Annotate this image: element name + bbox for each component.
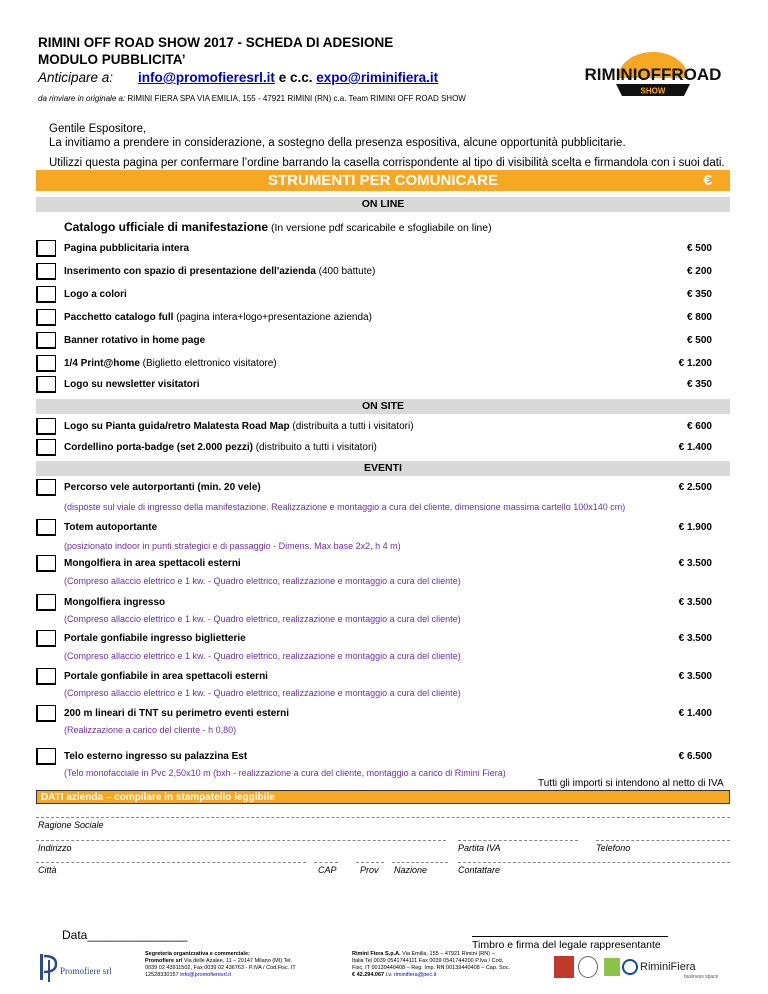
option-note: (disposte sul viale di ingresso della manifestazione. Realizzazione e montaggio a cura del cliente, dimensione massima cartello 100x140 cm) xyxy=(64,502,626,512)
option-checkbox[interactable] xyxy=(36,355,56,372)
logo-sub-text: SHOW xyxy=(640,86,666,96)
option-note: (posizionato indoor in punti strategici e di passaggio - Dimens. Max base 2x2, h 4 m) xyxy=(64,541,401,551)
ragione-sociale-label: Ragione Sociale xyxy=(38,820,104,830)
riminifiera-logo-text: RiminiFiera xyxy=(640,961,696,973)
option-row: Logo su Pianta guida/retro Malatesta Road Map (distribuita a tutti i visitatori) € 600 xyxy=(36,418,730,438)
section-onsite: ON SITE xyxy=(36,399,730,414)
title-line-2: MODULO PUBBLICITA’ xyxy=(38,52,186,67)
option-row: Pacchetto catalogo full (pagina intera+logo+presentazione azienda) € 800 xyxy=(36,309,730,329)
anticipare-label: Anticipare a: xyxy=(38,70,114,85)
option-note: (Telo monofacciale in Pvc 2,50x10 m (bxh - realizzazione a cura del cliente, montaggio a carico di Rimini Fiera) xyxy=(64,768,506,778)
option-row: Banner rotativo in home page € 500 xyxy=(36,332,730,352)
option-price: € 3.500 xyxy=(678,558,712,569)
option-price: € 350 xyxy=(686,289,712,300)
option-row: Percorso vele autorportanti (min. 20 vele) € 2.500 xyxy=(36,479,730,499)
indirizzo-field[interactable] xyxy=(36,840,446,841)
option-price: € 500 xyxy=(686,243,712,254)
form-title xyxy=(38,34,393,68)
option-note: (Realizzazione a carico del cliente - h 0,80) xyxy=(64,725,237,735)
option-price: € 600 xyxy=(686,421,712,432)
option-checkbox[interactable] xyxy=(36,332,56,349)
option-price: € 200 xyxy=(686,266,712,277)
option-checkbox[interactable] xyxy=(36,439,56,456)
prov-label: Prov xyxy=(360,865,379,875)
option-row: Logo su newsletter visitatori € 350 xyxy=(36,376,730,396)
indirizzo-label: Indirizzo xyxy=(38,843,72,853)
option-checkbox[interactable] xyxy=(36,519,56,536)
nazione-field[interactable] xyxy=(392,862,448,863)
anticipare-line xyxy=(38,70,438,85)
title-line-1: RIMINI OFF ROAD SHOW 2017 - SCHEDA DI ADESIONE xyxy=(38,35,394,50)
email-join: e c.c. xyxy=(274,70,317,85)
intro-line-2: Utilizzi questa pagina per confermare l’ordine barrando la casella corrispondente al tipo di visibilità scelta e firmandola con i suoi dati. xyxy=(49,157,725,169)
option-note: (Compreso allaccio elettrico e 1 kw. - Quadro elettrico, realizzazione e montaggio a cura del cliente) xyxy=(64,688,461,698)
riminifiera-logo xyxy=(604,956,728,980)
email-riminifiera-link[interactable]: expo@riminifiera.it xyxy=(316,70,439,85)
dati-azienda-bar: DATI azienda – compilare in stampatello leggibile xyxy=(36,790,730,804)
strumenti-banner xyxy=(36,170,730,191)
option-price: € 3.500 xyxy=(678,633,712,644)
citta-field[interactable] xyxy=(36,862,306,863)
signature-line[interactable]: Timbro e firma del legale rappresentante xyxy=(472,936,668,951)
riminifiera-info: Rimini Fiera S.p.A. Via Emilia, 155 – 47921 Rimini (RN) – Italia Tel 0039 0541744111 Fax 0039 0541744200 P.Iva / Cod. Fisc. IT 00139440408 – Reg. Imp. RN 00139440408 – Cap. Soc. € 42.294.067 i.v. riminifiera@pec.it xyxy=(352,951,510,978)
rinviare-address: RIMINI FIERA SPA VIA EMILIA, 155 - 47921 RIMINI (RN) c.a. Team RIMINI OFF ROAD SHOW xyxy=(125,94,466,103)
option-price: € 800 xyxy=(686,312,712,323)
option-checkbox[interactable] xyxy=(36,240,56,257)
certification-badge-icon xyxy=(554,956,574,978)
option-checkbox[interactable] xyxy=(36,376,56,393)
rinviare-label: da rinviare in originale a: xyxy=(38,94,126,103)
option-price: € 1.400 xyxy=(678,442,712,453)
option-checkbox[interactable] xyxy=(36,309,56,326)
citta-label: Città xyxy=(38,865,57,875)
catalog-note: (In versione pdf scaricabile e sfogliabile on line) xyxy=(268,222,492,234)
option-row: Logo a colori € 350 xyxy=(36,286,730,306)
option-checkbox[interactable] xyxy=(36,479,56,496)
option-row: Mongolfiera in area spettacoli esterni € 3.500 xyxy=(36,555,730,575)
section-eventi: EVENTI xyxy=(36,461,730,476)
option-checkbox[interactable] xyxy=(36,630,56,647)
option-row: Portale gonfiabile in area spettacoli esterni € 3.500 xyxy=(36,668,730,688)
option-row: Portale gonfiabile ingresso biglietterie € 3.500 xyxy=(36,630,730,650)
promofiere-logo-text: Promofiere srl xyxy=(60,966,112,976)
option-row: Inserimento con spazio di presentazione dell'azienda (400 battute) € 200 xyxy=(36,263,730,283)
option-price: € 1.900 xyxy=(678,522,712,533)
telefono-label: Telefono xyxy=(596,843,631,853)
option-note: (Compreso allaccio elettrico e 1 kw. - Quadro elettrico, realizzazione e montaggio a cura del cliente) xyxy=(64,576,461,586)
prov-field[interactable] xyxy=(356,862,384,863)
iva-note: Tutti gli importi si intendono al netto di IVA xyxy=(538,778,724,789)
riminifiera-logo-sub: business space xyxy=(684,974,719,980)
banner-currency: € xyxy=(703,172,712,189)
partita-iva-label: Partita IVA xyxy=(458,843,501,853)
email-promofiere-link[interactable]: info@promofieresrl.it xyxy=(138,70,275,85)
quality-seal-icon xyxy=(578,956,598,978)
riminifiera-pec-link[interactable]: riminifiera@pec.it xyxy=(393,972,437,978)
rinviare-line xyxy=(38,94,466,103)
intro-line-1: La invitiamo a prendere in considerazione, a sostegno della presenza espositiva, alcune opportunità pubblicitarie. xyxy=(49,137,626,149)
option-checkbox[interactable] xyxy=(36,286,56,303)
contattare-label: Contattare xyxy=(458,865,501,875)
cap-label: CAP xyxy=(318,865,337,875)
segreteria-info: Segreteria organizzativa e commerciale: Promofiere srl Via delle Azalee, 11 – 20147 Milano (MI) Tel. 0039 02 43911502, Fax 0039 02 436763 - P.IVA / Cod.Fisc. IT 12528330157 info@promofieresrl.it xyxy=(145,951,296,978)
option-row: Pagina pubblicitaria intera € 500 xyxy=(36,240,730,260)
option-note: (Compreso allaccio elettrico e 1 kw. - Quadro elettrico, realizzazione e montaggio a cura del cliente) xyxy=(64,614,461,624)
section-online: ON LINE xyxy=(36,197,730,212)
nazione-label: Nazione xyxy=(394,865,428,875)
option-checkbox[interactable] xyxy=(36,748,56,765)
option-row: Mongolfiera ingresso € 3.500 xyxy=(36,594,730,614)
cap-field[interactable] xyxy=(314,862,338,863)
option-checkbox[interactable] xyxy=(36,705,56,722)
option-price: € 3.500 xyxy=(678,671,712,682)
option-price: € 2.500 xyxy=(678,482,712,493)
promofiere-email-link[interactable]: info@promofieresrl.it xyxy=(180,972,232,978)
data-field[interactable]: Data_______________ xyxy=(62,928,188,942)
partita-iva-field[interactable] xyxy=(458,840,578,841)
option-row: Cordellino porta-badge (set 2.000 pezzi) (distribuito a tutti i visitatori) € 1.400 xyxy=(36,439,730,459)
catalog-title: Catalogo ufficiale di manifestazione (In versione pdf scaricabile e sfogliabile on line) xyxy=(64,220,492,234)
logo-main-text: RIMINIOFFROAD xyxy=(584,65,722,84)
rimini-off-road-logo xyxy=(578,52,728,102)
option-row: Telo esterno ingresso su palazzina Est € 6.500 xyxy=(36,748,730,768)
option-price: € 350 xyxy=(686,379,712,390)
contattare-field[interactable] xyxy=(458,862,730,863)
option-price: € 1.200 xyxy=(678,358,712,369)
ragione-sociale-field[interactable] xyxy=(36,817,730,818)
option-checkbox[interactable] xyxy=(36,263,56,280)
intro-text xyxy=(49,122,729,176)
option-price: € 1.400 xyxy=(678,708,712,719)
option-checkbox[interactable] xyxy=(36,668,56,685)
intro-greeting: Gentile Espositore, xyxy=(49,123,147,135)
option-row: Totem autoportante € 1.900 xyxy=(36,519,730,539)
option-price: € 500 xyxy=(686,335,712,346)
option-note: (Compreso allaccio elettrico e 1 kw. - Quadro elettrico, realizzazione e montaggio a cura del cliente) xyxy=(64,651,461,661)
banner-title: STRUMENTI PER COMUNICARE xyxy=(267,172,498,189)
option-checkbox[interactable] xyxy=(36,594,56,611)
option-checkbox[interactable] xyxy=(36,418,56,435)
telefono-field[interactable] xyxy=(596,840,730,841)
option-row: 200 m lineari di TNT su perimetro eventi esterni € 1.400 xyxy=(36,705,730,725)
option-price: € 3.500 xyxy=(678,597,712,608)
promofiere-logo xyxy=(38,950,122,984)
option-price: € 6.500 xyxy=(678,751,712,762)
option-row: 1/4 Print@home (Biglietto elettronico visitatore) € 1.200 xyxy=(36,355,730,375)
option-checkbox[interactable] xyxy=(36,555,56,572)
